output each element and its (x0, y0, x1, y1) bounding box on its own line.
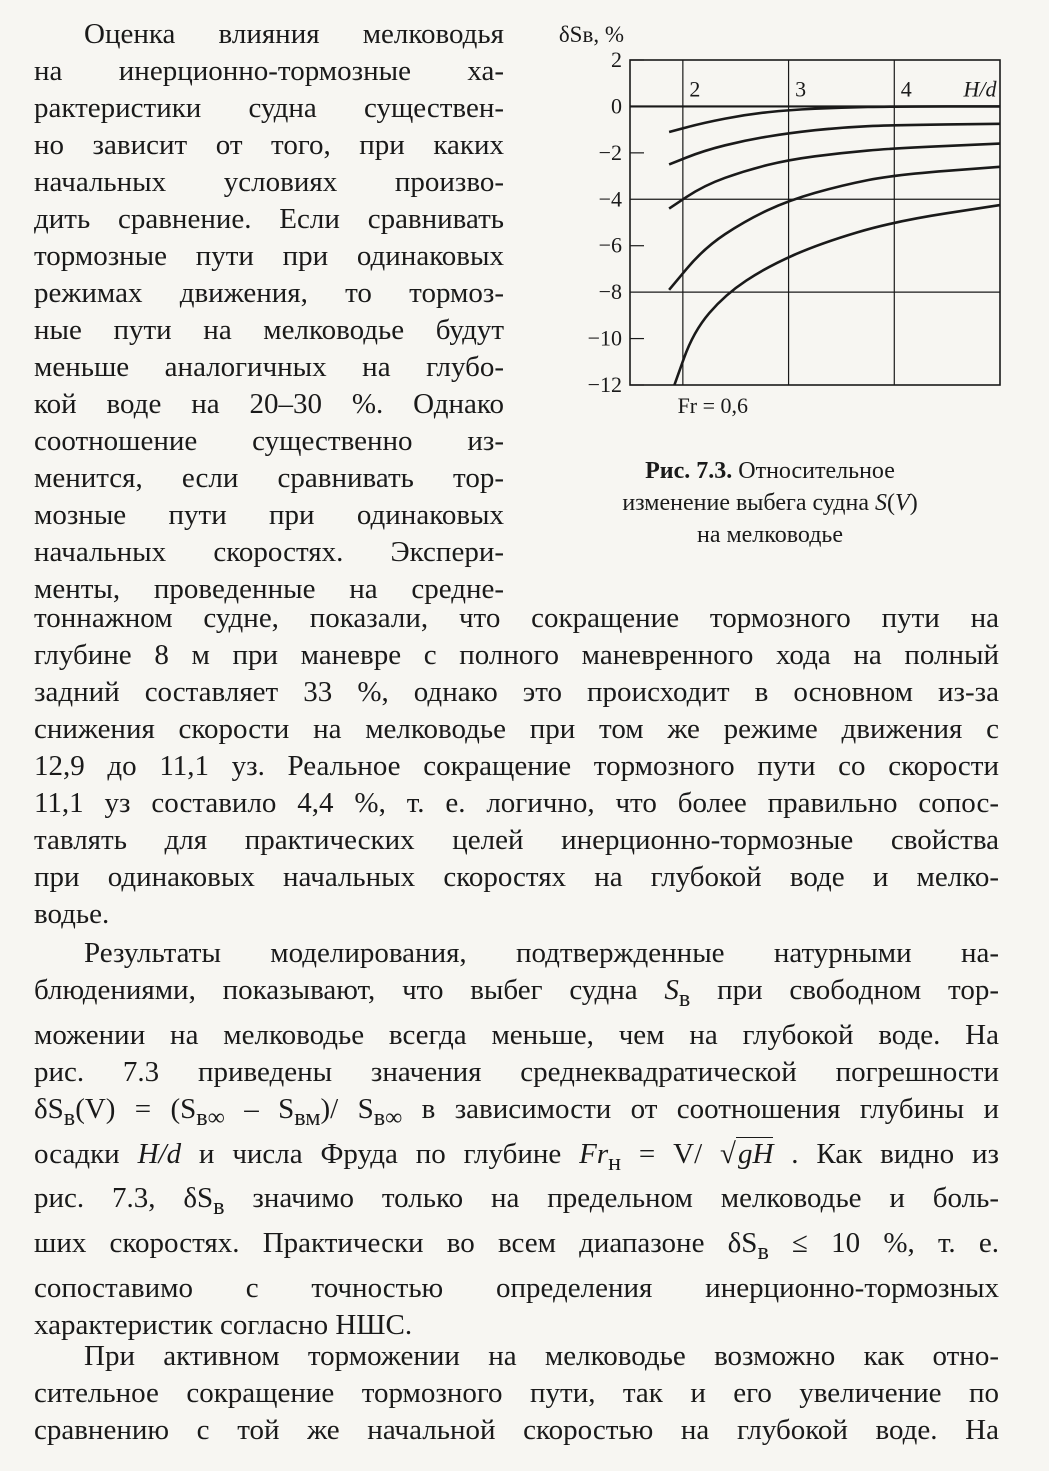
series-line (674, 205, 1000, 385)
text-line: режимах движения, то тормоз- (34, 277, 504, 309)
text-line: начальных скоростях. Экспери- (34, 536, 504, 568)
paragraph-active-braking (34, 1338, 999, 1449)
caption-text: изменение выбега судна (622, 490, 876, 516)
text-line: тавлять для практических целей инерционно-тормозные свойства (34, 824, 999, 856)
text-line: тоннажном судне, показали, что сокращение тормозного пути на (34, 602, 999, 634)
text-line: При активном торможении на мелководье возможно как отно- (84, 1340, 999, 1372)
text-line: менты, проведенные на средне- (34, 573, 504, 605)
y-tick-label: 0 (611, 93, 622, 119)
figure-caption (520, 455, 1020, 551)
paragraph-results (34, 935, 999, 1344)
text-line: дить сравнение. Если сравнивать (34, 203, 504, 235)
text-line: сительное сокращение тормозного пути, так и его увеличение по (34, 1377, 999, 1409)
text-line: ших скоростях. Практически во всем диапазоне $\delta S_в \le 10$ %, т. е. (34, 1227, 999, 1265)
y-tick-label: −4 (598, 186, 622, 212)
text-line: сравнению с той же начальной скоростью на глубокой воде. На (34, 1414, 999, 1446)
text-line: глубине 8 м при маневре с полного маневренного хода на полный (34, 639, 999, 671)
y-tick-label: 2 (611, 47, 622, 72)
series-line (669, 124, 1000, 165)
paragraph-main-tail (34, 600, 999, 933)
text-line: сопоставимо с точностью определения инерционно-тормозных (34, 1271, 999, 1304)
annotation-fr: Fr = 0,6 (677, 393, 749, 418)
caption-number: Рис. 7.3. (645, 458, 733, 484)
text-line: тормозные пути при одинаковых (34, 240, 504, 272)
text-line: Результаты моделирования, подтвержденные натурными на- (84, 937, 999, 969)
text-line: на инерционно-тормозные ха- (34, 55, 504, 87)
text-line: 12,9 до 11,1 уз. Реальное сокращение тормозного пути со скорости (34, 750, 999, 782)
y-tick-label: −8 (598, 279, 622, 305)
figure-7-3 (520, 10, 1030, 570)
text-line: соотношение существенно из- (34, 425, 504, 457)
x-tick-label: 2 (689, 76, 701, 102)
x-tick-label: 4 (900, 76, 912, 102)
text-line: менится, если сравнивать тор- (34, 462, 504, 494)
caption-symbol: ( (887, 490, 896, 516)
y-tick-label: −12 (587, 372, 622, 397)
text-line: снижения скорости на мелководье при том же режиме движения с (34, 713, 999, 745)
text-line: рис. 7.3, $\delta S_в$ значимо только на предельном мелководье и боль- (34, 1182, 999, 1221)
text-line: ные пути на мелководье будут (34, 314, 504, 346)
x-axis-label: H/d (963, 76, 997, 102)
formula-line: $\delta S_в(V) = (S_{в\infty} - S_{вм})/$ $S_{в\infty}$ в зависимости от соотношения глубины и (34, 1092, 999, 1131)
text-line: можении на мелководье всегда меньше, чем на глубокой воде. На (34, 1018, 999, 1051)
text-line: водье. (34, 898, 110, 930)
text-line: мозные пути при одинаковых (34, 499, 504, 531)
text-line: задний составляет 33 %, однако это происходит в основном из-за (34, 676, 999, 708)
text-line: рис. 7.3 приведены значения среднеквадратической погрешности (34, 1055, 999, 1088)
text-line: меньше аналогичных на глубо- (34, 351, 504, 383)
paragraph-left-column (34, 16, 504, 608)
y-tick-label: −6 (598, 232, 622, 258)
y-axis-label: δSв, % (558, 22, 624, 47)
text-line: но зависит от того, при каких (34, 129, 504, 161)
text-line: рактеристики судна существен- (34, 92, 504, 124)
text-line: 11,1 уз составило 4,4 %, т. е. логично, что более правильно сопос- (34, 787, 999, 819)
text-line: при одинаковых начальных скоростях на глубокой воде и мелко- (34, 861, 999, 893)
series-line (669, 167, 1000, 290)
caption-symbol: V (895, 490, 910, 516)
y-tick-label: −2 (598, 139, 622, 165)
caption-symbol: ) (909, 490, 918, 516)
formula-line: осадки H/d и числа Фруда по глубине $Fr_н = V/$ √gH . Как видно из (34, 1137, 999, 1176)
y-tick-label: −10 (587, 325, 622, 351)
caption-text: Относительное (732, 458, 895, 484)
text-line: Оценка влияния мелководья (84, 18, 504, 50)
x-tick-label: 3 (795, 76, 807, 102)
caption-symbol: S (875, 490, 888, 516)
chart (520, 10, 1020, 430)
text-line: характеристик согласно НШС. (34, 1308, 413, 1341)
text-line: кой воде на 20–30 %. Однако (34, 388, 504, 420)
caption-text: на мелководье (696, 522, 844, 548)
text-line: блюдениями, показывают, что выбег судна $S_в$ при свободном тор- (34, 974, 999, 1012)
text-line: начальных условиях произво- (34, 166, 504, 198)
